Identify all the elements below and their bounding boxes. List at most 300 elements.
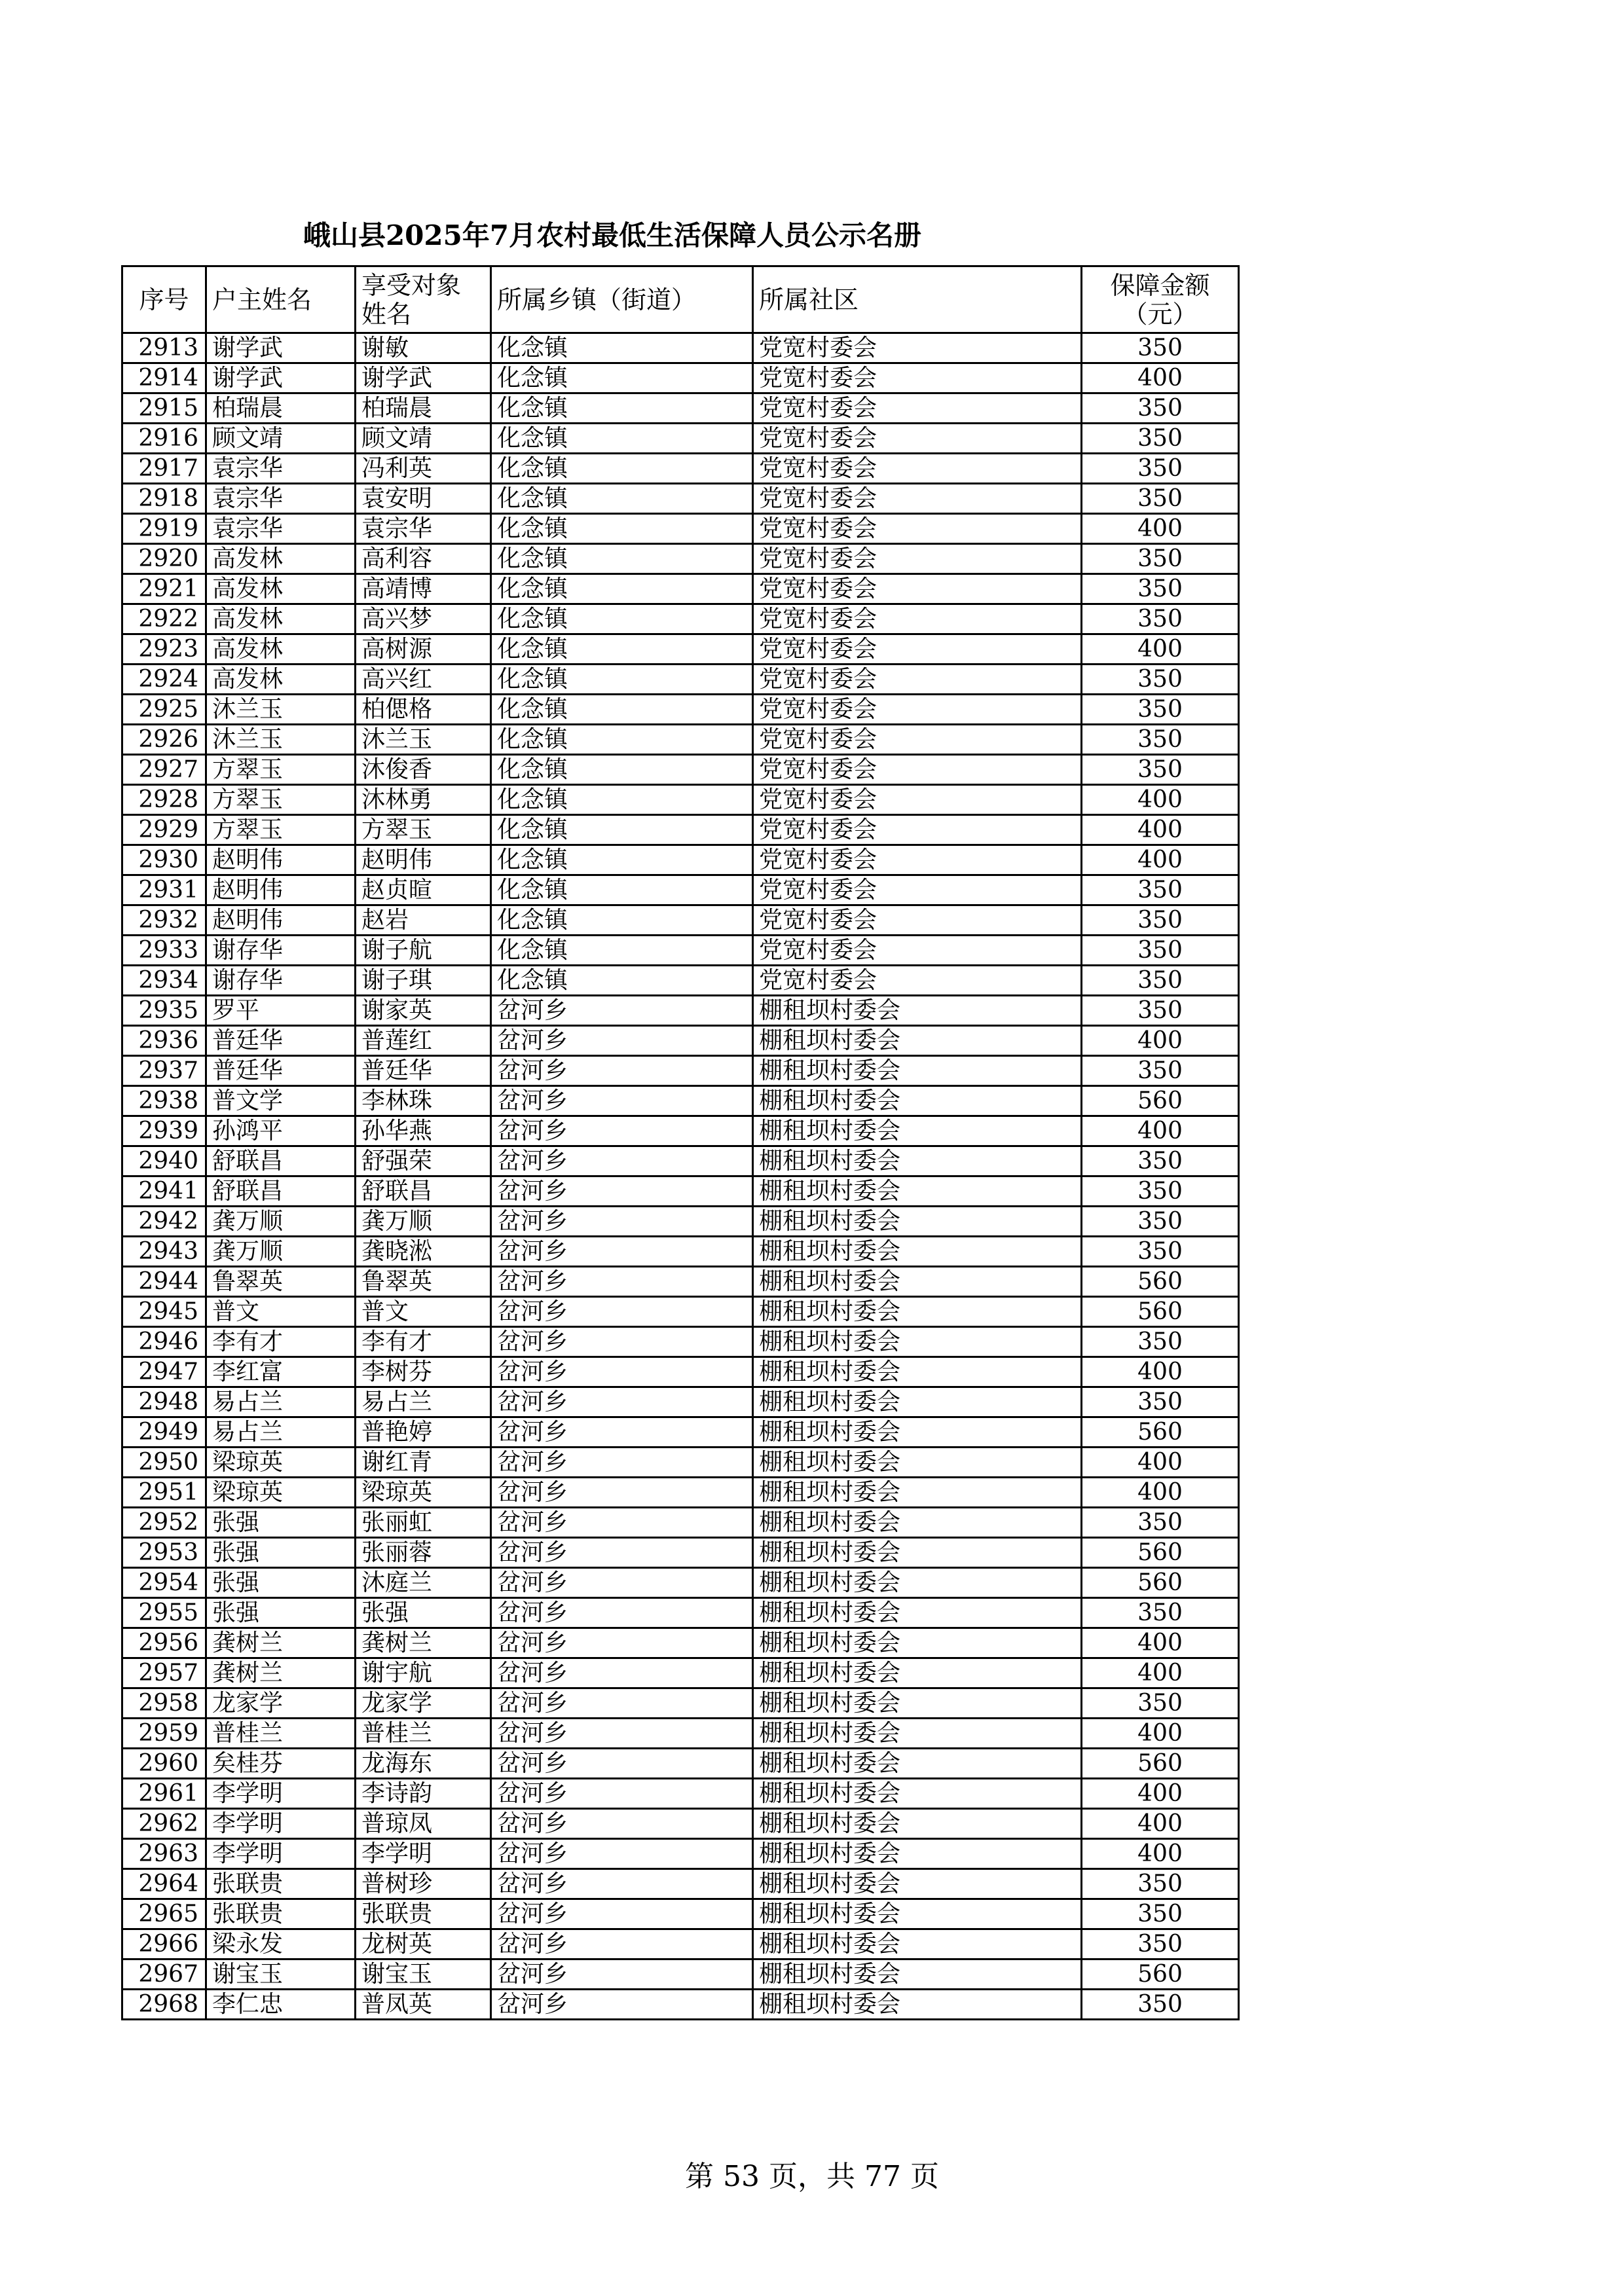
household-head-cell: 李学明 [206, 1779, 356, 1809]
amount-cell: 400 [1082, 363, 1239, 393]
table-body [122, 333, 1239, 2020]
beneficiary-cell: 龚树兰 [356, 1628, 491, 1658]
table-row [122, 1719, 1239, 1749]
town-cell: 岔河乡 [491, 1357, 753, 1387]
household-head-cell: 方翠玉 [206, 785, 356, 815]
seq-cell: 2938 [122, 1086, 206, 1116]
town-cell: 化念镇 [491, 604, 753, 634]
community-cell: 棚租坝村委会 [753, 1417, 1082, 1448]
beneficiary-cell: 龚晓淞 [356, 1237, 491, 1267]
table-row [122, 1508, 1239, 1538]
town-cell: 岔河乡 [491, 1417, 753, 1448]
beneficiary-cell: 赵贞暄 [356, 875, 491, 905]
seq-cell: 2959 [122, 1719, 206, 1749]
household-head-cell: 张强 [206, 1598, 356, 1628]
seq-cell: 2913 [122, 333, 206, 363]
town-cell: 岔河乡 [491, 1809, 753, 1839]
document-title: 峨山县2025年7月农村最低生活保障人员公示名册 [303, 219, 922, 251]
community-cell: 党宽村委会 [753, 514, 1082, 544]
seq-cell: 2965 [122, 1899, 206, 1929]
household-head-cell: 舒联昌 [206, 1176, 356, 1207]
community-cell: 党宽村委会 [753, 725, 1082, 755]
community-cell: 棚租坝村委会 [753, 1146, 1082, 1176]
seq-cell: 2951 [122, 1478, 206, 1508]
household-head-cell: 梁琼英 [206, 1448, 356, 1478]
amount-cell: 400 [1082, 1658, 1239, 1688]
town-cell: 化念镇 [491, 785, 753, 815]
amount-cell: 350 [1082, 755, 1239, 785]
community-cell: 党宽村委会 [753, 905, 1082, 936]
household-head-cell: 袁宗华 [206, 484, 356, 514]
household-head-cell: 沐兰玉 [206, 725, 356, 755]
town-cell: 岔河乡 [491, 1116, 753, 1146]
beneficiary-cell: 张联贵 [356, 1899, 491, 1929]
beneficiary-cell: 普廷华 [356, 1056, 491, 1086]
amount-cell: 350 [1082, 936, 1239, 966]
table-row [122, 1839, 1239, 1869]
table-row [122, 1176, 1239, 1207]
table-row [122, 785, 1239, 815]
table-row [122, 1809, 1239, 1839]
table-row [122, 1628, 1239, 1658]
seq-cell: 2920 [122, 544, 206, 574]
table-row [122, 1116, 1239, 1146]
table-row [122, 604, 1239, 634]
town-cell: 化念镇 [491, 905, 753, 936]
beneficiary-cell: 普文 [356, 1297, 491, 1327]
town-cell: 岔河乡 [491, 1327, 753, 1357]
household-head-cell: 方翠玉 [206, 755, 356, 785]
community-cell: 党宽村委会 [753, 454, 1082, 484]
community-cell: 党宽村委会 [753, 424, 1082, 454]
household-head-cell: 龚树兰 [206, 1658, 356, 1688]
town-cell: 化念镇 [491, 574, 753, 604]
household-head-cell: 谢存华 [206, 966, 356, 996]
amount-cell: 350 [1082, 665, 1239, 695]
seq-cell: 2926 [122, 725, 206, 755]
amount-cell: 400 [1082, 1478, 1239, 1508]
amount-cell: 350 [1082, 1869, 1239, 1899]
household-head-cell: 李学明 [206, 1809, 356, 1839]
community-cell: 党宽村委会 [753, 665, 1082, 695]
household-head-cell: 方翠玉 [206, 815, 356, 845]
household-head-cell: 张联贵 [206, 1899, 356, 1929]
amount-cell: 350 [1082, 695, 1239, 725]
town-cell: 岔河乡 [491, 1297, 753, 1327]
community-cell: 棚租坝村委会 [753, 1267, 1082, 1297]
amount-cell: 350 [1082, 1990, 1239, 2020]
table-row [122, 1237, 1239, 1267]
community-cell: 棚租坝村委会 [753, 1688, 1082, 1719]
amount-cell: 400 [1082, 845, 1239, 875]
amount-cell: 350 [1082, 1688, 1239, 1719]
seq-cell: 2954 [122, 1568, 206, 1598]
amount-cell: 350 [1082, 544, 1239, 574]
town-cell: 岔河乡 [491, 1508, 753, 1538]
household-head-cell: 龚万顺 [206, 1207, 356, 1237]
community-cell: 党宽村委会 [753, 755, 1082, 785]
household-head-cell: 谢存华 [206, 936, 356, 966]
community-cell: 棚租坝村委会 [753, 1387, 1082, 1417]
household-head-cell: 高发林 [206, 604, 356, 634]
town-cell: 岔河乡 [491, 1568, 753, 1598]
household-head-cell: 普廷华 [206, 1056, 356, 1086]
beneficiary-cell: 袁安明 [356, 484, 491, 514]
beneficiary-cell: 谢学武 [356, 363, 491, 393]
community-cell: 棚租坝村委会 [753, 1176, 1082, 1207]
community-cell: 党宽村委会 [753, 634, 1082, 665]
household-head-cell: 袁宗华 [206, 454, 356, 484]
community-cell: 棚租坝村委会 [753, 1297, 1082, 1327]
community-cell: 党宽村委会 [753, 363, 1082, 393]
table-row [122, 514, 1239, 544]
seq-cell: 2937 [122, 1056, 206, 1086]
seq-cell: 2939 [122, 1116, 206, 1146]
town-cell: 化念镇 [491, 966, 753, 996]
seq-cell: 2936 [122, 1026, 206, 1056]
beneficiary-cell: 普桂兰 [356, 1719, 491, 1749]
community-cell: 棚租坝村委会 [753, 1237, 1082, 1267]
amount-cell: 400 [1082, 514, 1239, 544]
table-row [122, 1658, 1239, 1688]
household-head-cell: 罗平 [206, 996, 356, 1026]
community-cell: 棚租坝村委会 [753, 1869, 1082, 1899]
community-cell: 党宽村委会 [753, 845, 1082, 875]
table-row [122, 665, 1239, 695]
community-cell: 棚租坝村委会 [753, 1448, 1082, 1478]
amount-cell: 350 [1082, 604, 1239, 634]
seq-cell: 2925 [122, 695, 206, 725]
beneficiary-cell: 孙华燕 [356, 1116, 491, 1146]
beneficiary-cell: 龙树英 [356, 1929, 491, 1959]
amount-cell: 560 [1082, 1568, 1239, 1598]
beneficiary-cell: 谢家英 [356, 996, 491, 1026]
household-head-cell: 普文 [206, 1297, 356, 1327]
seq-cell: 2949 [122, 1417, 206, 1448]
beneficiary-cell: 普莲红 [356, 1026, 491, 1056]
seq-cell: 2914 [122, 363, 206, 393]
amount-cell: 400 [1082, 1809, 1239, 1839]
amount-cell: 350 [1082, 1508, 1239, 1538]
seq-cell: 2966 [122, 1929, 206, 1959]
seq-cell: 2961 [122, 1779, 206, 1809]
community-cell: 棚租坝村委会 [753, 1628, 1082, 1658]
community-cell: 棚租坝村委会 [753, 1658, 1082, 1688]
beneficiary-cell: 龙海东 [356, 1749, 491, 1779]
table-row [122, 1990, 1239, 2020]
community-cell: 棚租坝村委会 [753, 1508, 1082, 1538]
town-cell: 岔河乡 [491, 1959, 753, 1990]
amount-cell: 400 [1082, 1357, 1239, 1387]
seq-cell: 2967 [122, 1959, 206, 1990]
household-head-cell: 高发林 [206, 574, 356, 604]
table-row [122, 1598, 1239, 1628]
amount-cell: 400 [1082, 1719, 1239, 1749]
table-row [122, 1929, 1239, 1959]
table-row [122, 1779, 1239, 1809]
beneficiary-cell: 高兴梦 [356, 604, 491, 634]
household-head-cell: 张联贵 [206, 1869, 356, 1899]
amount-cell: 560 [1082, 1749, 1239, 1779]
beneficiary-cell: 沐兰玉 [356, 725, 491, 755]
seq-cell: 2917 [122, 454, 206, 484]
beneficiary-cell: 张丽蓉 [356, 1538, 491, 1568]
community-cell: 棚租坝村委会 [753, 1990, 1082, 2020]
amount-cell: 560 [1082, 1538, 1239, 1568]
community-cell: 棚租坝村委会 [753, 1327, 1082, 1357]
household-head-cell: 李红富 [206, 1357, 356, 1387]
seq-cell: 2933 [122, 936, 206, 966]
table-row [122, 634, 1239, 665]
household-head-cell: 张强 [206, 1538, 356, 1568]
seq-cell: 2952 [122, 1508, 206, 1538]
community-cell: 棚租坝村委会 [753, 1056, 1082, 1086]
seq-cell: 2950 [122, 1448, 206, 1478]
table-row [122, 454, 1239, 484]
amount-cell: 350 [1082, 574, 1239, 604]
amount-cell: 350 [1082, 1146, 1239, 1176]
beneficiary-cell: 舒联昌 [356, 1176, 491, 1207]
household-head-cell: 柏瑞晨 [206, 393, 356, 424]
town-cell: 化念镇 [491, 936, 753, 966]
community-cell: 党宽村委会 [753, 393, 1082, 424]
amount-cell: 400 [1082, 1116, 1239, 1146]
seq-cell: 2919 [122, 514, 206, 544]
amount-cell: 400 [1082, 634, 1239, 665]
beneficiary-cell: 顾文靖 [356, 424, 491, 454]
amount-cell: 350 [1082, 1176, 1239, 1207]
beneficiary-cell: 高兴红 [356, 665, 491, 695]
amount-cell: 350 [1082, 393, 1239, 424]
amount-cell: 350 [1082, 996, 1239, 1026]
amount-cell: 560 [1082, 1959, 1239, 1990]
amount-cell: 560 [1082, 1297, 1239, 1327]
town-cell: 化念镇 [491, 815, 753, 845]
table-row [122, 936, 1239, 966]
household-head-cell: 张强 [206, 1568, 356, 1598]
amount-cell: 350 [1082, 1327, 1239, 1357]
beneficiary-cell: 李诗韵 [356, 1779, 491, 1809]
community-cell: 棚租坝村委会 [753, 1116, 1082, 1146]
seq-cell: 2940 [122, 1146, 206, 1176]
amount-cell: 350 [1082, 1929, 1239, 1959]
beneficiary-cell: 龙家学 [356, 1688, 491, 1719]
table-row [122, 1538, 1239, 1568]
beneficiary-cell: 普艳婷 [356, 1417, 491, 1448]
household-head-cell: 普文学 [206, 1086, 356, 1116]
table-row [122, 815, 1239, 845]
amount-cell: 350 [1082, 1387, 1239, 1417]
beneficiary-cell: 赵明伟 [356, 845, 491, 875]
seq-cell: 2929 [122, 815, 206, 845]
seq-cell: 2963 [122, 1839, 206, 1869]
household-head-cell: 高发林 [206, 544, 356, 574]
seq-cell: 2944 [122, 1267, 206, 1297]
seq-cell: 2916 [122, 424, 206, 454]
table-row [122, 1146, 1239, 1176]
town-cell: 岔河乡 [491, 1990, 753, 2020]
town-cell: 化念镇 [491, 454, 753, 484]
beneficiary-cell: 李树芬 [356, 1357, 491, 1387]
table-row [122, 484, 1239, 514]
community-cell: 棚租坝村委会 [753, 1598, 1082, 1628]
table-row [122, 1959, 1239, 1990]
household-head-cell: 赵明伟 [206, 905, 356, 936]
town-cell: 化念镇 [491, 695, 753, 725]
amount-cell: 400 [1082, 1779, 1239, 1809]
seq-cell: 2945 [122, 1297, 206, 1327]
amount-cell: 400 [1082, 1628, 1239, 1658]
seq-cell: 2923 [122, 634, 206, 665]
community-cell: 棚租坝村委会 [753, 996, 1082, 1026]
seq-cell: 2932 [122, 905, 206, 936]
town-cell: 化念镇 [491, 363, 753, 393]
seq-cell: 2943 [122, 1237, 206, 1267]
amount-cell: 400 [1082, 1839, 1239, 1869]
beneficiary-cell: 张强 [356, 1598, 491, 1628]
community-cell: 党宽村委会 [753, 936, 1082, 966]
beneficiary-cell: 李林珠 [356, 1086, 491, 1116]
community-cell: 党宽村委会 [753, 484, 1082, 514]
beneficiary-cell: 鲁翠英 [356, 1267, 491, 1297]
seq-cell: 2930 [122, 845, 206, 875]
household-head-cell: 袁宗华 [206, 514, 356, 544]
community-cell: 棚租坝村委会 [753, 1809, 1082, 1839]
household-head-cell: 梁琼英 [206, 1478, 356, 1508]
town-cell: 岔河乡 [491, 1056, 753, 1086]
amount-cell: 400 [1082, 815, 1239, 845]
page-footer: 第 53 页，共 77 页 [685, 2160, 939, 2193]
household-head-cell: 鲁翠英 [206, 1267, 356, 1297]
seq-cell: 2947 [122, 1357, 206, 1387]
amount-cell: 400 [1082, 785, 1239, 815]
household-head-cell: 谢宝玉 [206, 1959, 356, 1990]
table-row [122, 1207, 1239, 1237]
table-row [122, 1327, 1239, 1357]
household-head-cell: 沐兰玉 [206, 695, 356, 725]
table-row [122, 1869, 1239, 1899]
household-head-cell: 高发林 [206, 665, 356, 695]
beneficiary-cell: 张丽虹 [356, 1508, 491, 1538]
recipient-table [121, 265, 1240, 2020]
town-cell: 岔河乡 [491, 1658, 753, 1688]
beneficiary-cell: 李有才 [356, 1327, 491, 1357]
town-cell: 岔河乡 [491, 996, 753, 1026]
table-row [122, 1267, 1239, 1297]
town-cell: 化念镇 [491, 875, 753, 905]
seq-cell: 2968 [122, 1990, 206, 2020]
town-cell: 岔河乡 [491, 1929, 753, 1959]
household-head-cell: 普桂兰 [206, 1719, 356, 1749]
community-cell: 棚租坝村委会 [753, 1749, 1082, 1779]
community-cell: 棚租坝村委会 [753, 1839, 1082, 1869]
beneficiary-cell: 柏偲格 [356, 695, 491, 725]
town-cell: 化念镇 [491, 725, 753, 755]
table-row [122, 1417, 1239, 1448]
table-row [122, 544, 1239, 574]
community-cell: 棚租坝村委会 [753, 1478, 1082, 1508]
amount-cell: 350 [1082, 966, 1239, 996]
table-row [122, 1749, 1239, 1779]
table-row [122, 1478, 1239, 1508]
community-cell: 党宽村委会 [753, 544, 1082, 574]
beneficiary-cell: 沐庭兰 [356, 1568, 491, 1598]
community-cell: 棚租坝村委会 [753, 1899, 1082, 1929]
beneficiary-cell: 柏瑞晨 [356, 393, 491, 424]
beneficiary-cell: 普琼凤 [356, 1809, 491, 1839]
beneficiary-cell: 谢红青 [356, 1448, 491, 1478]
household-head-cell: 李学明 [206, 1839, 356, 1869]
amount-cell: 350 [1082, 333, 1239, 363]
town-cell: 岔河乡 [491, 1538, 753, 1568]
seq-cell: 2962 [122, 1809, 206, 1839]
table-row [122, 424, 1239, 454]
town-cell: 化念镇 [491, 514, 753, 544]
beneficiary-cell: 易占兰 [356, 1387, 491, 1417]
table-row [122, 1086, 1239, 1116]
town-cell: 岔河乡 [491, 1207, 753, 1237]
community-cell: 棚租坝村委会 [753, 1929, 1082, 1959]
table-row [122, 695, 1239, 725]
seq-cell: 2964 [122, 1869, 206, 1899]
seq-cell: 2935 [122, 996, 206, 1026]
amount-cell: 560 [1082, 1267, 1239, 1297]
seq-cell: 2941 [122, 1176, 206, 1207]
beneficiary-cell: 方翠玉 [356, 815, 491, 845]
household-head-cell: 赵明伟 [206, 845, 356, 875]
column-header-beneficiary: 享受对象姓名 [356, 266, 491, 333]
amount-cell: 350 [1082, 484, 1239, 514]
household-head-cell: 孙鸿平 [206, 1116, 356, 1146]
table-row [122, 755, 1239, 785]
seq-cell: 2934 [122, 966, 206, 996]
beneficiary-cell: 普凤英 [356, 1990, 491, 2020]
town-cell: 岔河乡 [491, 1688, 753, 1719]
beneficiary-cell: 梁琼英 [356, 1478, 491, 1508]
table-row [122, 845, 1239, 875]
seq-cell: 2918 [122, 484, 206, 514]
seq-cell: 2960 [122, 1749, 206, 1779]
household-head-cell: 高发林 [206, 634, 356, 665]
column-header-seq: 序号 [122, 266, 206, 333]
community-cell: 党宽村委会 [753, 574, 1082, 604]
seq-cell: 2924 [122, 665, 206, 695]
town-cell: 岔河乡 [491, 1899, 753, 1929]
beneficiary-cell: 高利容 [356, 544, 491, 574]
household-head-cell: 谢学武 [206, 363, 356, 393]
town-cell: 岔河乡 [491, 1026, 753, 1056]
town-cell: 岔河乡 [491, 1478, 753, 1508]
seq-cell: 2956 [122, 1628, 206, 1658]
table-row [122, 1688, 1239, 1719]
column-header-household-head: 户主姓名 [206, 266, 356, 333]
town-cell: 岔河乡 [491, 1779, 753, 1809]
amount-cell: 560 [1082, 1086, 1239, 1116]
community-cell: 棚租坝村委会 [753, 1357, 1082, 1387]
table-row [122, 725, 1239, 755]
table-row [122, 996, 1239, 1026]
household-head-cell: 梁永发 [206, 1929, 356, 1959]
amount-cell: 560 [1082, 1417, 1239, 1448]
town-cell: 化念镇 [491, 393, 753, 424]
beneficiary-cell: 赵岩 [356, 905, 491, 936]
beneficiary-cell: 谢宝玉 [356, 1959, 491, 1990]
town-cell: 岔河乡 [491, 1719, 753, 1749]
town-cell: 化念镇 [491, 634, 753, 665]
beneficiary-cell: 袁宗华 [356, 514, 491, 544]
amount-cell: 350 [1082, 1237, 1239, 1267]
household-head-cell: 龚树兰 [206, 1628, 356, 1658]
